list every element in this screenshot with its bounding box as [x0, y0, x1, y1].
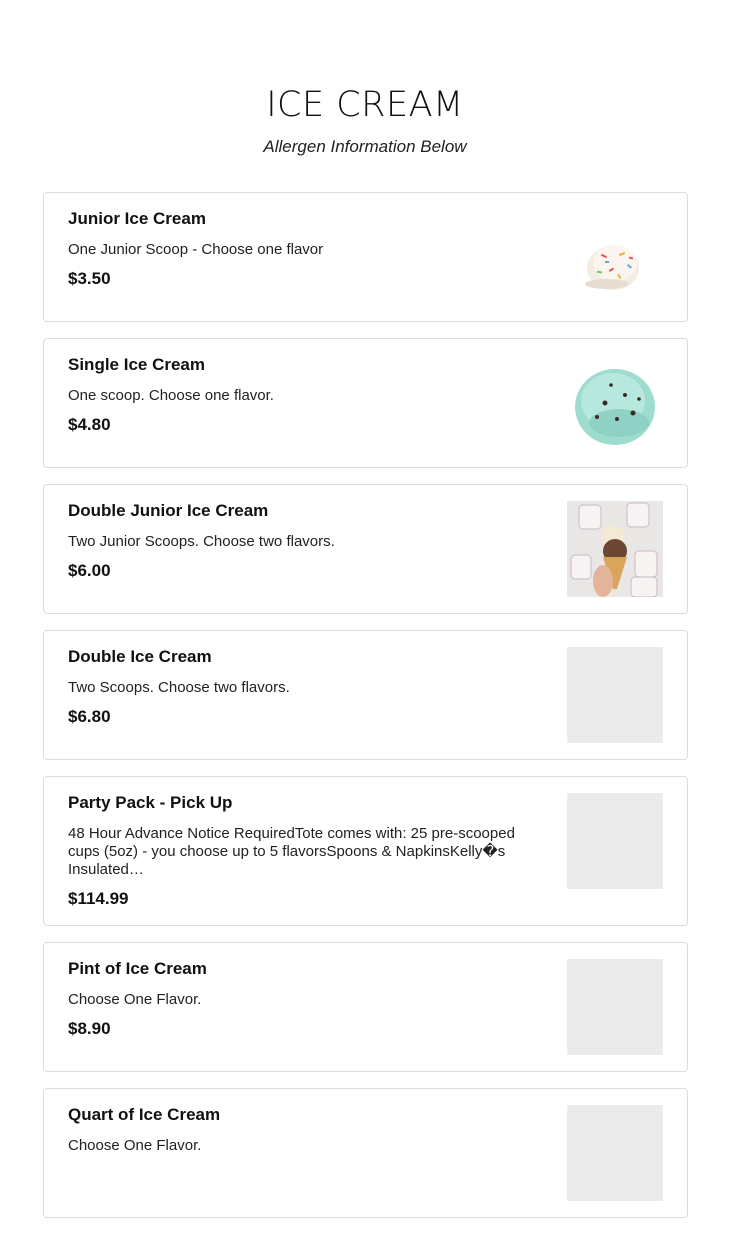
menu-item-description: Choose One Flavor.	[68, 1137, 202, 1154]
image-placeholder	[567, 793, 663, 889]
menu-item-description: Two Scoops. Choose two flavors.	[68, 679, 290, 696]
menu-item-name: Party Pack - Pick Up	[68, 793, 233, 812]
menu-item-description: Choose One Flavor.	[68, 991, 202, 1008]
menu-item-card[interactable]	[43, 1088, 688, 1218]
menu-item-info	[68, 793, 567, 909]
menu-item-name: Double Ice Cream	[68, 647, 212, 666]
menu-item-name: Double Junior Ice Cream	[68, 501, 269, 520]
menu-item-name: Pint of Ice Cream	[68, 959, 207, 978]
menu-item-description: One Junior Scoop - Choose one flavor	[68, 241, 324, 258]
menu-item-price: $6.00	[68, 561, 111, 580]
menu-item-list	[43, 192, 688, 1234]
image-placeholder	[567, 1105, 663, 1201]
menu-item-card[interactable]	[43, 776, 688, 926]
menu-item-info	[68, 355, 567, 451]
menu-item-description: One scoop. Choose one flavor.	[68, 387, 274, 404]
allergen-info-link[interactable]: Allergen Information Below	[263, 137, 467, 156]
menu-item-info	[68, 209, 567, 305]
mint-chip-scoop-photo	[567, 355, 663, 451]
menu-item-name: Single Ice Cream	[68, 355, 206, 374]
menu-item-name: Quart of Ice Cream	[68, 1105, 221, 1124]
image-placeholder	[567, 959, 663, 1055]
menu-item-info	[68, 501, 567, 597]
menu-item-card[interactable]	[43, 630, 688, 760]
menu-item-info	[68, 1105, 567, 1201]
page-title: ICE CREAM	[266, 85, 464, 125]
menu-item-price: $3.50	[68, 269, 111, 288]
cone-in-hand-photo	[567, 501, 663, 597]
menu-item-price: $6.80	[68, 707, 111, 726]
menu-item-card[interactable]	[43, 942, 688, 1072]
sprinkle-scoop-photo	[567, 209, 663, 305]
menu-item-description: Two Junior Scoops. Choose two flavors.	[68, 533, 335, 550]
menu-item-info	[68, 647, 567, 743]
menu-header	[0, 0, 730, 157]
menu-item-info	[68, 959, 567, 1055]
menu-item-price: $114.99	[68, 889, 129, 908]
menu-item-card[interactable]	[43, 192, 688, 322]
menu-item-price: $8.90	[68, 1019, 111, 1038]
menu-item-name: Junior Ice Cream	[68, 209, 206, 228]
image-placeholder	[567, 647, 663, 743]
menu-item-price: $4.80	[68, 415, 111, 434]
menu-item-description: 48 Hour Advance Notice RequiredTote comes with: 25 pre-scooped cups (5oz) - you choose up to 5 flavorsSpoons & NapkinsKelly�s Insulated…	[68, 825, 515, 878]
menu-item-card[interactable]	[43, 338, 688, 468]
menu-item-card[interactable]	[43, 484, 688, 614]
